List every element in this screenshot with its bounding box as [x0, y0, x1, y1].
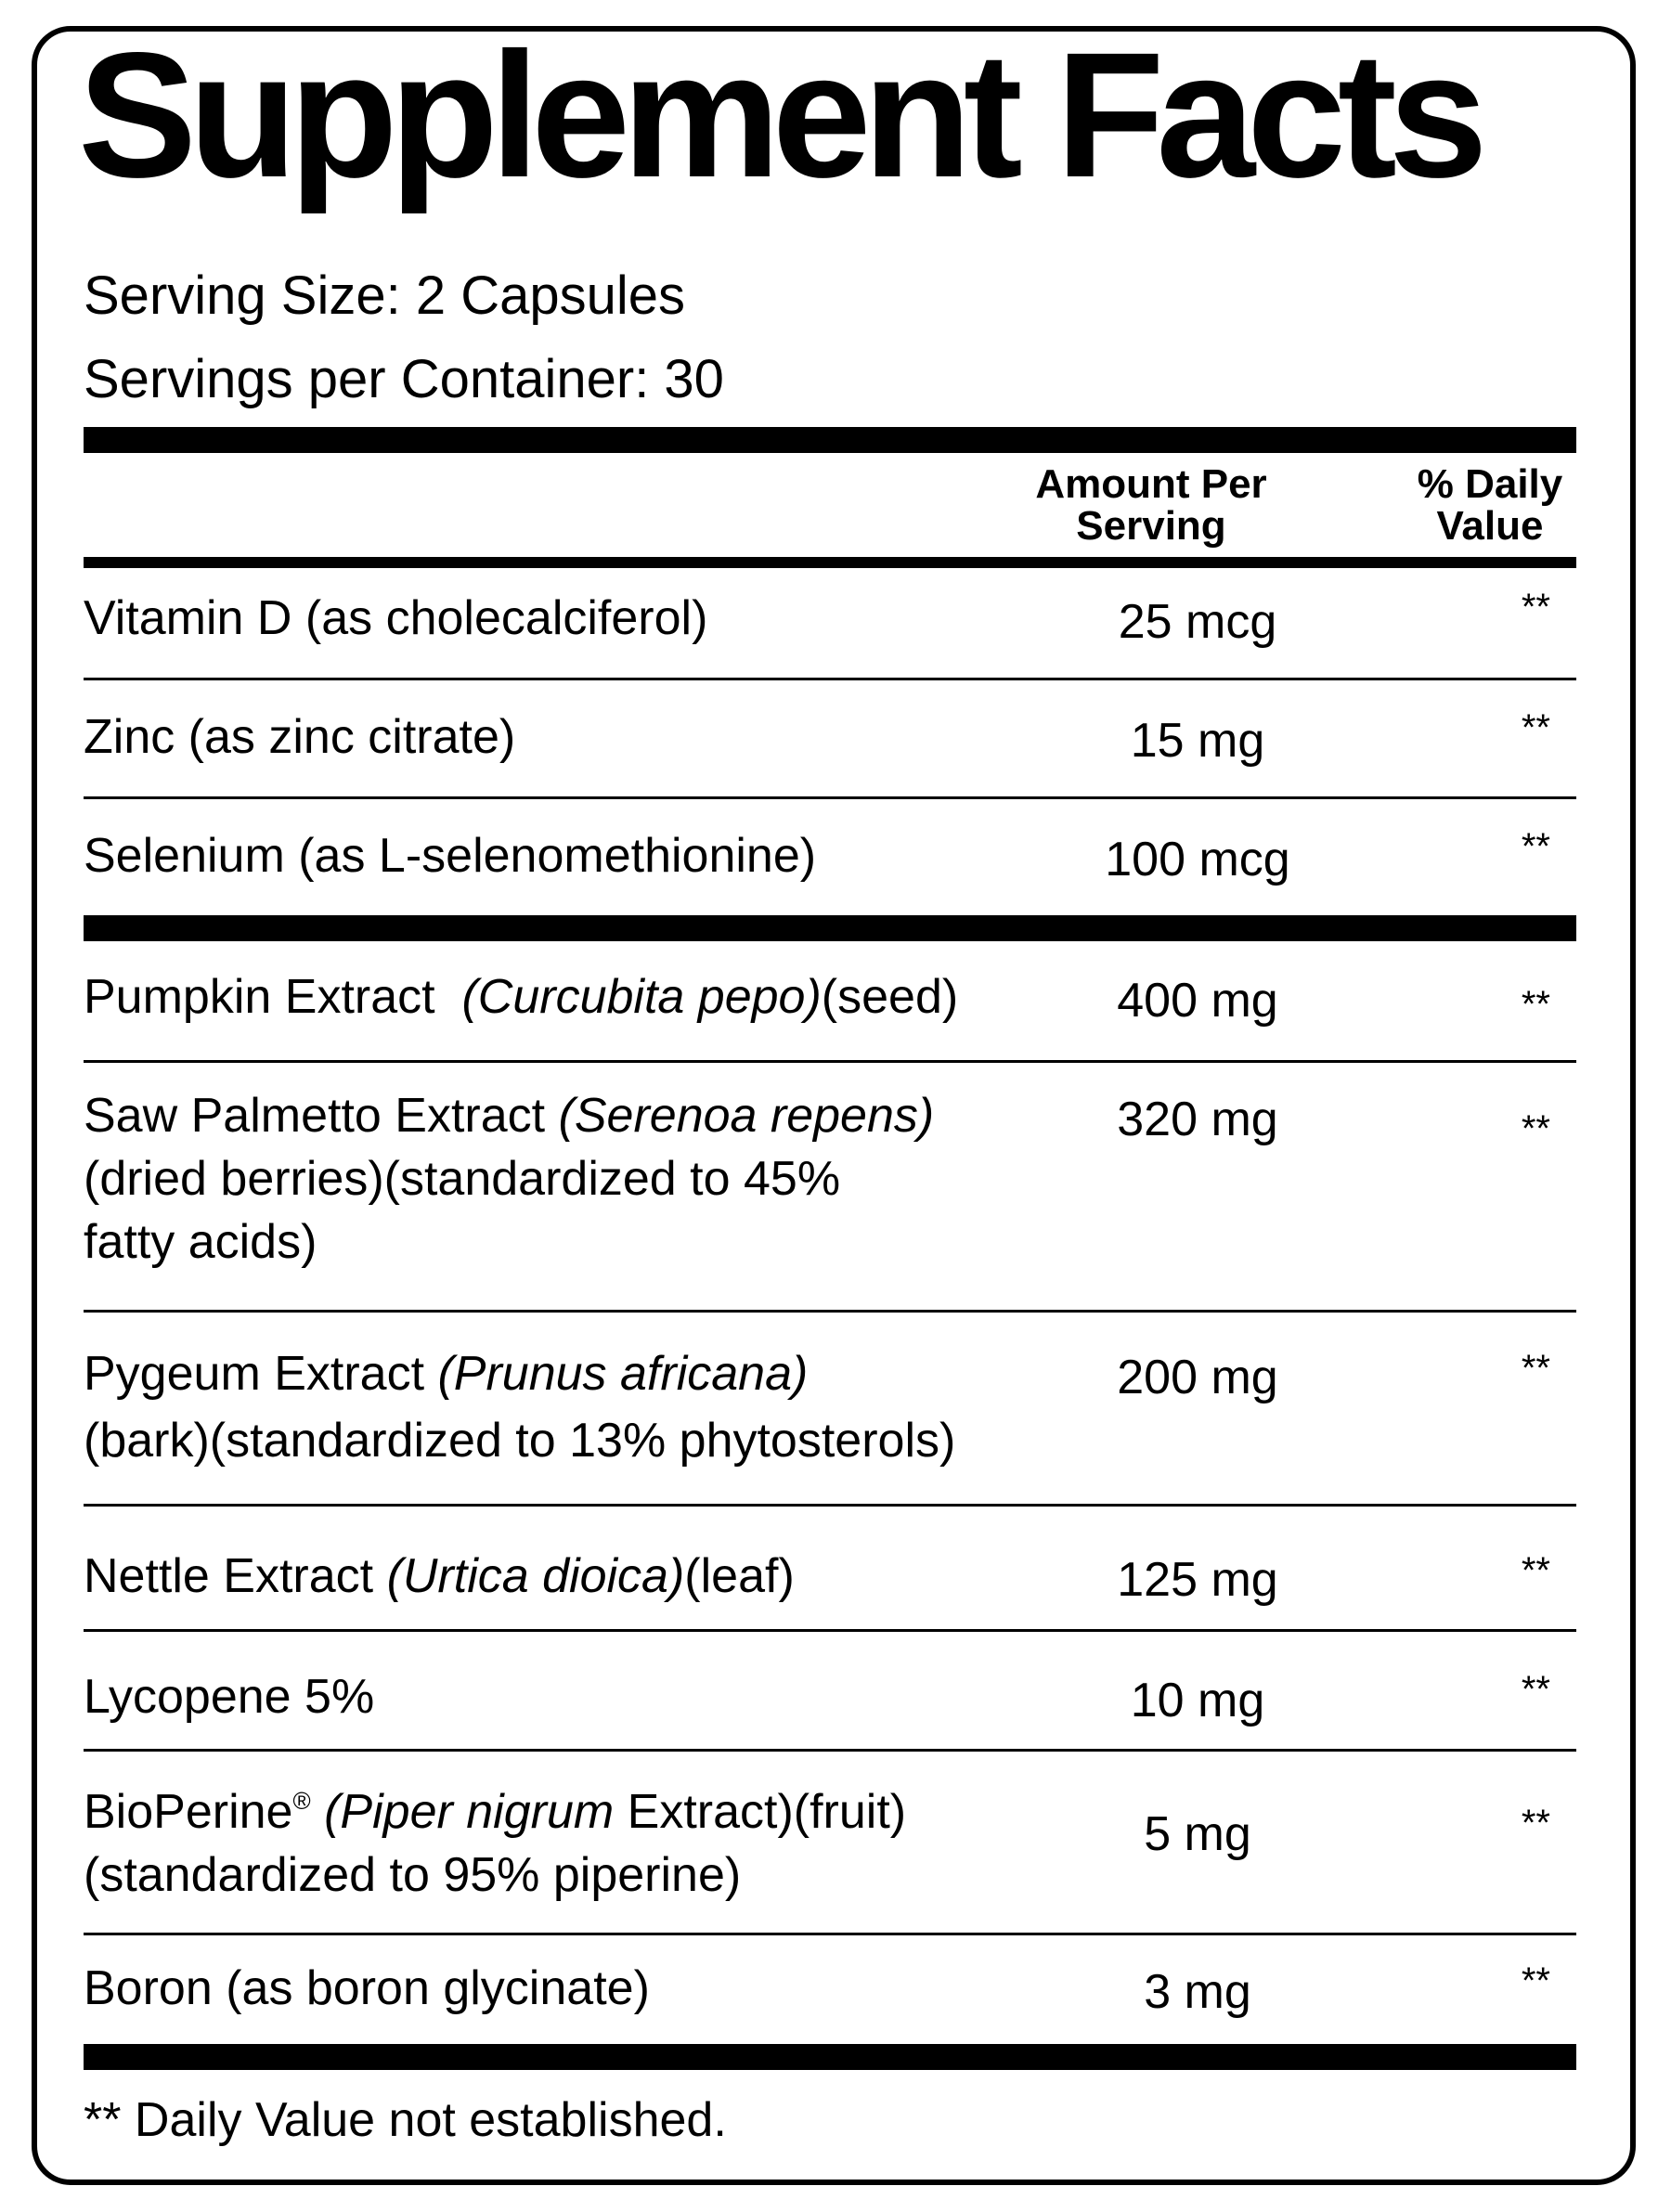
ingredient-daily-value: ** — [1521, 984, 1550, 1025]
daily-value-header — [1402, 461, 1578, 549]
row-divider — [84, 1749, 1576, 1752]
header-divider-bar — [84, 557, 1576, 568]
ingredient-latin-name: (Piper nigrum — [324, 1785, 615, 1839]
serving-size: Serving Size: 2 Capsules — [84, 265, 685, 326]
ingredient-daily-value: ** — [1521, 1108, 1550, 1149]
ingredient-name: Boron (as boron glycinate) — [84, 1961, 650, 2015]
ingredient-amount: 25 mcg — [1118, 595, 1277, 649]
ingredient-row-saw-palmetto — [84, 1084, 1576, 1288]
ingredient-amount: 15 mg — [1130, 714, 1265, 768]
ingredient-name-line3: fatty acids) — [84, 1215, 317, 1269]
ingredient-name — [84, 965, 1049, 1028]
ingredient-latin-name: (Curcubita pepo) — [461, 970, 822, 1024]
ingredient-suffix: (leaf) — [684, 1549, 795, 1603]
ingredient-name-text: BioPerine — [84, 1785, 293, 1839]
ingredient-daily-value: ** — [1521, 826, 1550, 867]
ingredient-row-pygeum — [84, 1342, 1576, 1491]
dv-header-line2: Value — [1436, 502, 1544, 549]
ingredient-name-text: Pumpkin Extract — [84, 970, 435, 1024]
ingredient-name-line2: (dried berries)(standardized to 45% — [84, 1152, 841, 1206]
ingredient-row-lycopene — [84, 1663, 1576, 1747]
ingredient-amount: 200 mg — [1117, 1351, 1278, 1404]
ingredient-daily-value: ** — [1521, 707, 1550, 748]
ingredient-latin-name: (Prunus africana) — [437, 1347, 809, 1401]
ingredient-amount: 400 mg — [1117, 974, 1278, 1028]
ingredient-name-line1 — [84, 1769, 1049, 1843]
ingredient-row-boron — [84, 1955, 1576, 2038]
row-divider — [84, 678, 1576, 680]
ingredient-name-line1 — [84, 1342, 1049, 1405]
amount-header-line2: Serving — [1076, 502, 1226, 549]
ingredient-suffix: (seed) — [821, 970, 959, 1024]
ingredient-name-line1 — [84, 1084, 1049, 1147]
mid-divider-bar — [84, 915, 1576, 941]
ingredient-name-text: Saw Palmetto Extract — [84, 1089, 546, 1143]
ingredient-daily-value: ** — [1521, 1348, 1550, 1389]
ingredient-name — [84, 1545, 1049, 1608]
ingredient-row-nettle — [84, 1545, 1576, 1628]
ingredient-name: Lycopene 5% — [84, 1670, 375, 1724]
servings-per-container: Servings per Container: 30 — [84, 349, 724, 409]
ingredient-daily-value: ** — [1521, 1669, 1550, 1710]
ingredient-latin-name: (Urtica dioica) — [386, 1549, 685, 1603]
row-divider — [84, 1060, 1576, 1063]
ingredient-row-zinc — [84, 704, 1576, 787]
footnote: ** Daily Value not established. — [84, 2093, 727, 2147]
ingredient-amount: 10 mg — [1130, 1674, 1265, 1727]
ingredient-suffix: Extract)(fruit) — [627, 1785, 907, 1839]
top-divider-bar — [84, 427, 1576, 453]
ingredient-name — [84, 1084, 1049, 1274]
amount-per-serving-header — [1012, 461, 1290, 549]
ingredient-daily-value: ** — [1521, 587, 1550, 627]
ingredient-amount: 5 mg — [1144, 1807, 1251, 1861]
ingredient-name: Zinc (as zinc citrate) — [84, 710, 516, 764]
ingredient-name-text: Nettle Extract — [84, 1549, 374, 1603]
ingredient-latin-name: (Serenoa repens) — [558, 1089, 935, 1143]
ingredient-row-pumpkin — [84, 962, 1576, 1054]
ingredient-row-vitamin-d — [84, 585, 1576, 668]
ingredient-amount: 3 mg — [1144, 1965, 1251, 2019]
ingredient-name: Vitamin D (as cholecalciferol) — [84, 591, 708, 645]
ingredient-name-text: Pygeum Extract — [84, 1347, 425, 1401]
row-divider — [84, 1310, 1576, 1313]
ingredient-name: Selenium (as L-selenomethionine) — [84, 829, 817, 883]
ingredient-name-line2: (standardized to 95% piperine) — [84, 1848, 742, 1902]
ingredient-name — [84, 1342, 1049, 1472]
ingredient-daily-value: ** — [1521, 1550, 1550, 1591]
ingredient-amount: 320 mg — [1117, 1093, 1278, 1146]
ingredient-name — [84, 1769, 1049, 1907]
row-divider — [84, 1504, 1576, 1507]
registered-mark: ® — [292, 1787, 311, 1815]
row-divider — [84, 1629, 1576, 1632]
row-divider — [84, 1933, 1576, 1935]
ingredient-amount: 125 mg — [1117, 1553, 1278, 1607]
ingredient-daily-value: ** — [1521, 1803, 1550, 1843]
row-divider — [84, 796, 1576, 799]
ingredient-daily-value: ** — [1521, 1960, 1550, 2001]
ingredient-amount: 100 mcg — [1105, 833, 1290, 886]
dv-header-line1: % Daily — [1417, 461, 1563, 507]
amount-header-line1: Amount Per — [1035, 461, 1267, 507]
ingredient-row-bioperine — [84, 1769, 1576, 1918]
ingredient-row-selenium — [84, 822, 1576, 906]
label-title: Supplement Facts — [78, 15, 1480, 214]
bottom-divider-bar — [84, 2044, 1576, 2070]
ingredient-name-line2: (bark)(standardized to 13% phytosterols) — [84, 1414, 956, 1468]
